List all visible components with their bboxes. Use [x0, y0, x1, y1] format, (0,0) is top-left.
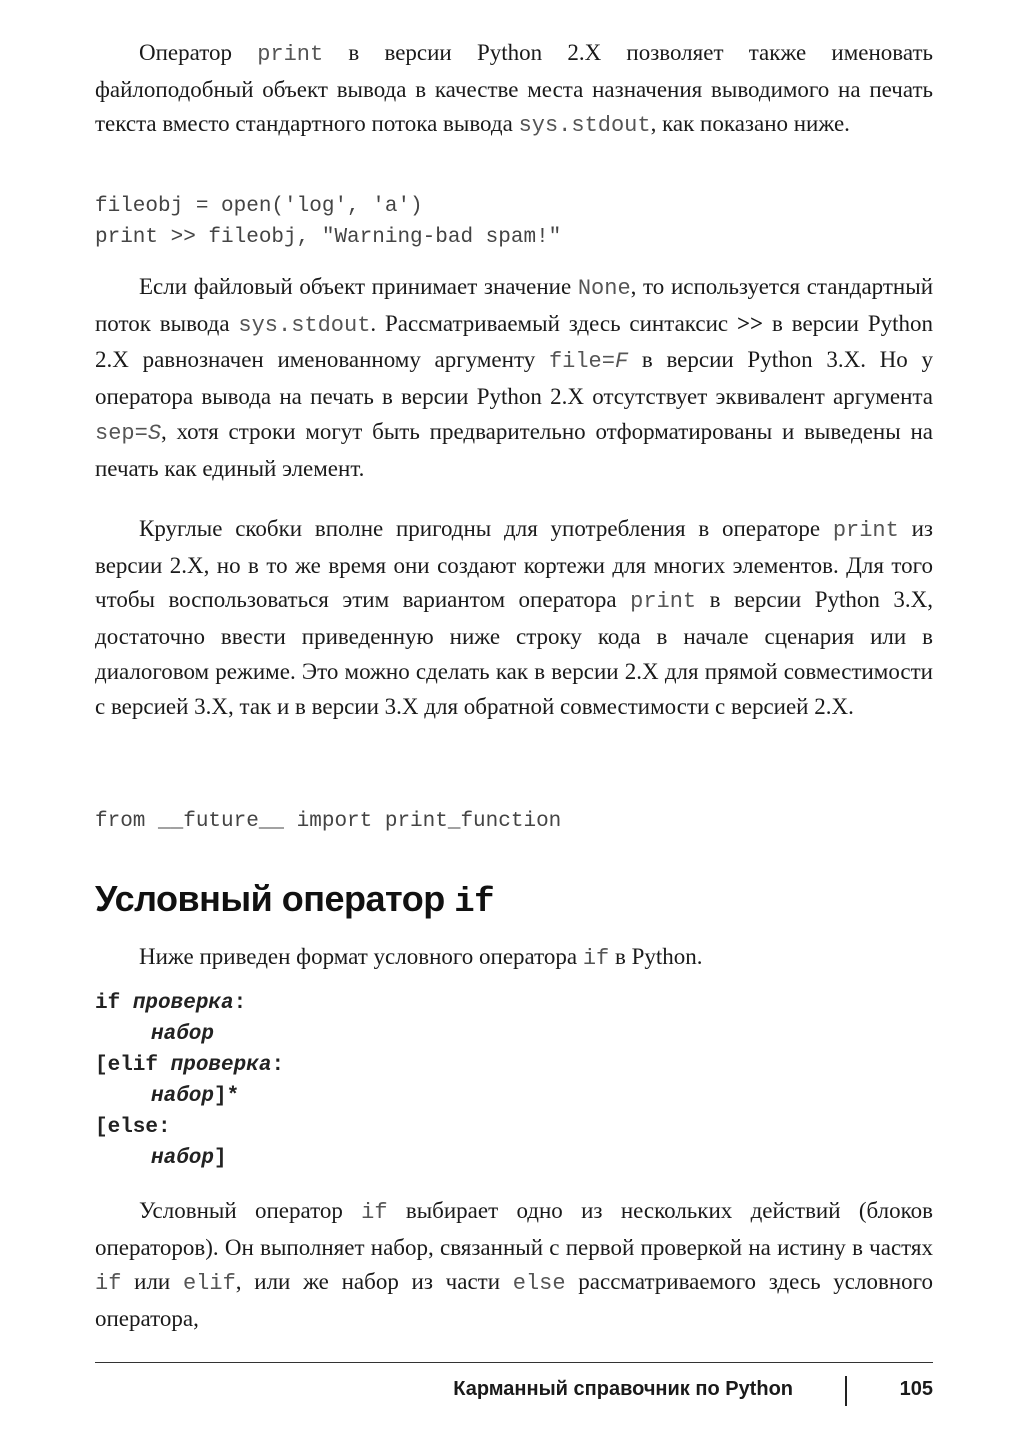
text: в Python.	[609, 944, 703, 969]
text: Круглые скобки вполне пригодны для употребления в операторе	[139, 516, 833, 541]
syntax-line	[95, 1050, 284, 1081]
syntax-block-if	[95, 988, 284, 1174]
paragraph-none-file	[95, 270, 933, 486]
code-inline: sys.stdout	[518, 113, 651, 139]
code-inline: None	[577, 276, 631, 301]
text: в версии Python 3.X, достаточно ввести приведенную ниже строку кода в начале сценария или в диалоговом режиме. Это можно сделать как в версии 2.X для прямой совместимости с версией 3.X, так и в версии 3.X для обратной совместимости с версией 2.X.	[95, 587, 933, 719]
code-inline: sys.stdout	[238, 312, 371, 338]
syntax-line	[95, 1112, 284, 1143]
footer-book-title: Карманный справочник по Python	[453, 1378, 793, 1400]
document-page	[95, 0, 933, 1449]
text: . Рассматриваемый здесь синтаксис	[370, 310, 737, 336]
text: Оператор	[139, 40, 258, 65]
code-inline: else	[512, 1271, 566, 1297]
punct: :	[233, 992, 247, 1015]
text: , или же набор из части	[235, 1269, 513, 1295]
text: в версии Python 2.X равнозначен именованному аргументу	[95, 310, 933, 373]
code-inline-italic: F	[614, 349, 629, 375]
paragraph-if-format	[95, 940, 933, 977]
syntax-line	[95, 988, 284, 1019]
code-inline: elif	[182, 1271, 236, 1297]
text: рассматриваемого здесь условного оператора,	[95, 1269, 933, 1332]
page-footer	[95, 1374, 933, 1408]
code-inline: if	[361, 1200, 388, 1225]
punct: ]	[214, 1147, 227, 1170]
paragraph-parentheses	[95, 512, 933, 724]
code-inline: print	[832, 518, 899, 543]
code-inline: if	[582, 946, 610, 971]
text: , как показано ниже.	[650, 111, 850, 137]
footer-separator	[845, 1376, 847, 1406]
syntax-line	[95, 1143, 284, 1174]
placeholder: набор	[151, 1023, 215, 1046]
text: в версии Python 3.X. Но у оператора вывода на печать в версии Python 2.X отсутствует эквивалент аргумента	[95, 347, 933, 410]
code-inline: print	[257, 42, 324, 67]
heading-keyword: if	[454, 884, 495, 922]
operator-text: >>	[736, 310, 764, 336]
code-inline: file=	[548, 349, 615, 375]
placeholder: набор	[151, 1147, 215, 1170]
punct: :	[271, 1054, 285, 1077]
code-block-future-import: from __future__ import print_function	[95, 810, 562, 833]
paragraph-if-description	[95, 1194, 933, 1337]
keyword: [elif	[95, 1054, 171, 1077]
text: , хотя строки могут быть предварительно отформатированы и выведены на печать как единый элемент.	[95, 418, 933, 481]
heading-text: Условный оператор	[95, 878, 455, 919]
syntax-line	[95, 1081, 284, 1112]
keyword: [else:	[95, 1116, 171, 1139]
code-inline-italic: S	[147, 420, 162, 446]
text: Если файловый объект принимает значение	[139, 274, 578, 299]
paragraph-print-file	[95, 36, 933, 144]
text: , то используется стандартный поток вывода	[95, 274, 933, 336]
section-heading-if	[95, 878, 494, 922]
text: выбирает одно из нескольких действий (блоков операторов). Он выполняет набор, связанный с первой проверкой на истину в частях	[95, 1198, 933, 1260]
punct: ]*	[214, 1085, 240, 1108]
text: из версии 2.X, но в то же время они создают кортежи для многих элементов. Для того чтобы воспользоваться этим вариантом оператора	[95, 516, 933, 613]
keyword: if	[95, 992, 133, 1015]
placeholder: проверка	[170, 1054, 272, 1077]
code-inline: sep=	[95, 420, 148, 446]
text: в версии Python 2.X позволяет также именовать файлоподобный объект вывода в качестве места назначения выводимого на печать текста вместо стандартного потока вывода	[95, 40, 933, 137]
text: Ниже приведен формат условного оператора	[139, 944, 583, 969]
text: или	[121, 1269, 183, 1295]
placeholder: набор	[151, 1085, 215, 1108]
code-block-fileobj: fileobj = open('log', 'a') print >> fileobj, "Warning-bad spam!"	[95, 195, 562, 249]
code-inline: print	[630, 589, 697, 615]
placeholder: проверка	[132, 992, 234, 1015]
text: Условный оператор	[139, 1198, 362, 1223]
footer-rule	[95, 1362, 933, 1363]
page-number: 105	[899, 1378, 933, 1400]
code-inline: if	[95, 1271, 122, 1297]
syntax-line	[95, 1019, 284, 1050]
